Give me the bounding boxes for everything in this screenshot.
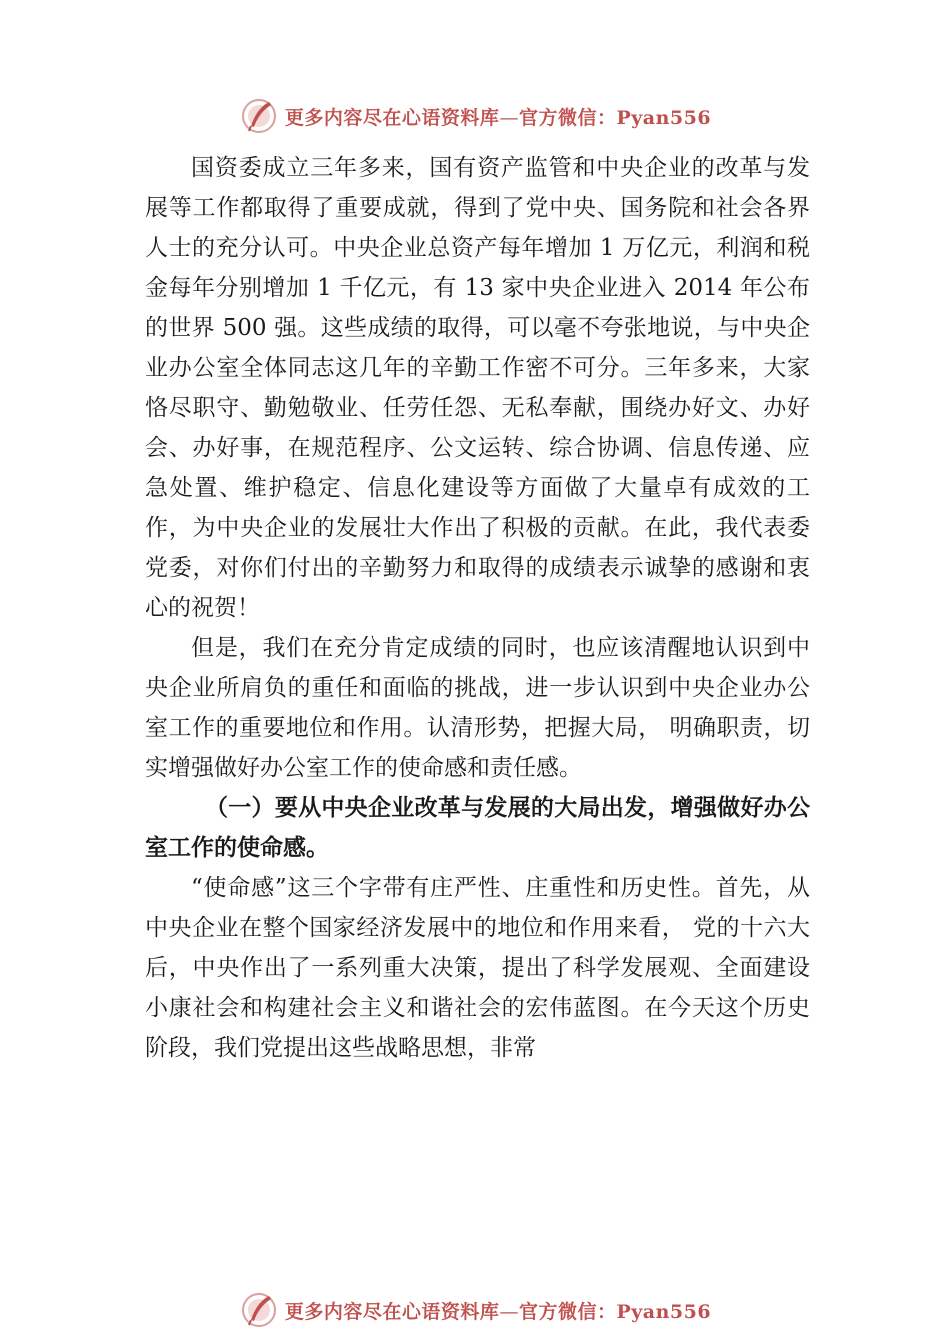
watermark-separator: — — [499, 1300, 519, 1323]
paragraph-mission: “使命感”这三个字带有庄严性、庄重性和历史性。首先，从中央企业在整个国家经济发展中的地位和作用来看， 党的十六大后，中央作出了一系列重大决策，提出了科学发展观、全面建设小康社会和构建社会主义和谐社会的宏伟蓝图。在今天这个历史阶段，我们党提出这些战略思想，非常 — [145, 875, 810, 1061]
watermark-separator: — — [499, 106, 519, 129]
paragraph-achievements: 国资委成立三年多来，国有资产监管和中央企业的改革与发展等工作都取得了重要成就，得到了党中央、国务院和社会各界人士的充分认可。中央企业总资产每年增加 1 万亿元，利润和税金每年分别增加 1 千亿元，有 13 家中央企业进入 2014 年公布的世界 500 强。这些成绩的取得，可以毫不夸张地说，与中央企业办公室全体同志这几年的辛勤工作密不可分。三年多来，大家恪尽职守、勤勉敬业、任劳任怨、无私奉献，围绕办好文、办好会、办好事，在规范程序、公文运转、综合协调、信息传递、应急处置、维护稳定、信息化建设等方面做了大量卓有成效的工作，为中央企业的发展壮大作出了积极的贡献。在此，我代表委党委，对你们付出的辛勤努力和取得的成绩表示诚挚的感谢和衷心的祝贺！ — [145, 155, 810, 621]
section-heading-mission: （一）要从中央企业改革与发展的大局出发，增强做好办公室工作的使命感。 — [145, 794, 810, 861]
watermark-wechat-text: 官方微信：Pyan556 — [518, 106, 712, 129]
quill-logo-icon — [239, 1290, 279, 1330]
paragraph-challenges: 但是，我们在充分肯定成绩的同时，也应该清醒地认识到中央企业所肩负的重任和面临的挑战，进一步认识到中央企业办公室工作的重要地位和作用。认清形势，把握大局， 明确职责，切实增强做好办公室工作的使命感和责任感。 — [145, 635, 810, 781]
header-watermark — [0, 96, 950, 136]
watermark-source-text: 更多内容尽在心语资料库 — [284, 1300, 500, 1323]
watermark-wechat-text: 官方微信：Pyan556 — [518, 1300, 712, 1323]
watermark-source-text: 更多内容尽在心语资料库 — [284, 106, 500, 129]
quill-logo-icon — [239, 96, 279, 136]
footer-watermark — [0, 1290, 950, 1330]
body-text — [145, 148, 810, 1068]
